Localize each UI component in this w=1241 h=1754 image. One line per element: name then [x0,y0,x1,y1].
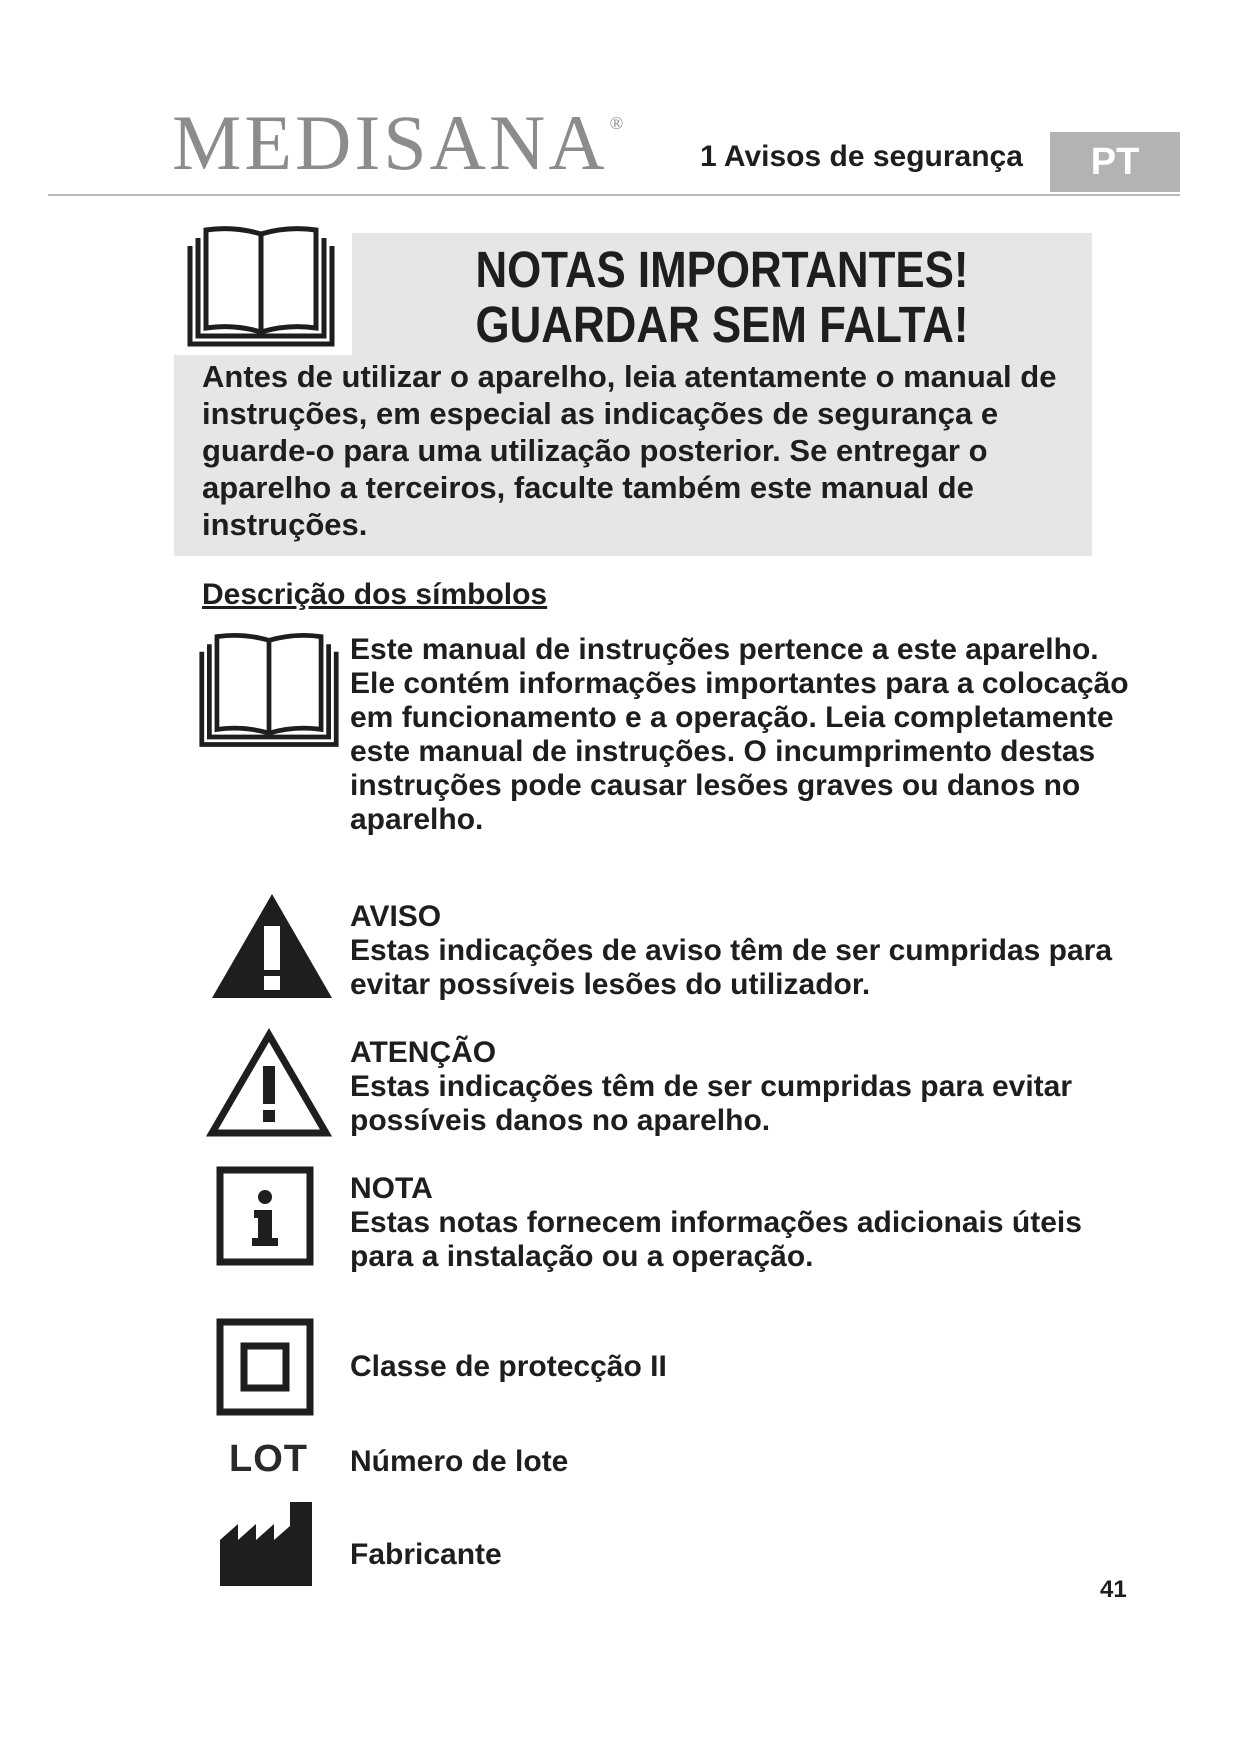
symbols-heading: Descrição dos símbolos [202,578,548,611]
notice-title [404,242,1040,352]
language-tab: PT [1050,132,1180,192]
caution-outline-triangle-icon [206,1028,332,1138]
info-icon [216,1166,314,1266]
medisana-logo [172,99,627,186]
logo-text: MEDISANA [172,99,608,186]
note-text: Estas notas fornecem informações adicionais úteis para a instalação ou a operação. [350,1206,1082,1273]
notice-title-line2: GUARDAR SEM FALTA! [475,296,969,353]
lot-description: Número de lote [350,1445,569,1478]
lot-label: LOT [229,1438,308,1480]
manufacturer-factory-icon [218,1500,314,1588]
notice-body: Antes de utilizar o aparelho, leia atentamente o manual de instruções, em especial as indicações de segurança e guarde-o para uma utilização posterior. Se entregar o aparelho a terceiros, faculte também este manual de instruções. [202,359,1057,542]
caution-title: ATENÇÃO [350,1036,497,1069]
caution-description [350,1036,1130,1138]
manual-book-icon [198,632,340,752]
caution-text: Estas indicações têm de ser cumpridas para evitar possíveis danos no aparelho. [350,1070,1073,1137]
section-title: 1 Avisos de segurança [700,140,1023,173]
note-description [350,1172,1130,1274]
note-title: NOTA [350,1172,433,1205]
manufacturer-description: Fabricante [350,1538,502,1571]
manual-symbol-description: Este manual de instruções pertence a este aparelho. Ele contém informações importantes para a colocação em funcionamento e a operação. Leia completamente este manual de instruções. O incumprimento destas instruções pode causar lesões graves ou danos no aparelho. [350,633,1129,836]
manual-book-icon [186,226,336,351]
protection-class-ii-icon [216,1318,314,1416]
warning-description [350,900,1130,1002]
class-ii-description: Classe de protecção II [350,1350,667,1383]
warning-filled-triangle-icon [210,892,334,1000]
warning-text: Estas indicações de aviso têm de ser cumpridas para evitar possíveis lesões do utilizador. [350,934,1113,1001]
notice-title-line1: NOTAS IMPORTANTES! [475,241,969,298]
warning-title: AVISO [350,900,442,933]
registered-mark: ® [609,113,627,133]
page-number: 41 [1100,1576,1127,1603]
header-divider [48,194,1180,196]
